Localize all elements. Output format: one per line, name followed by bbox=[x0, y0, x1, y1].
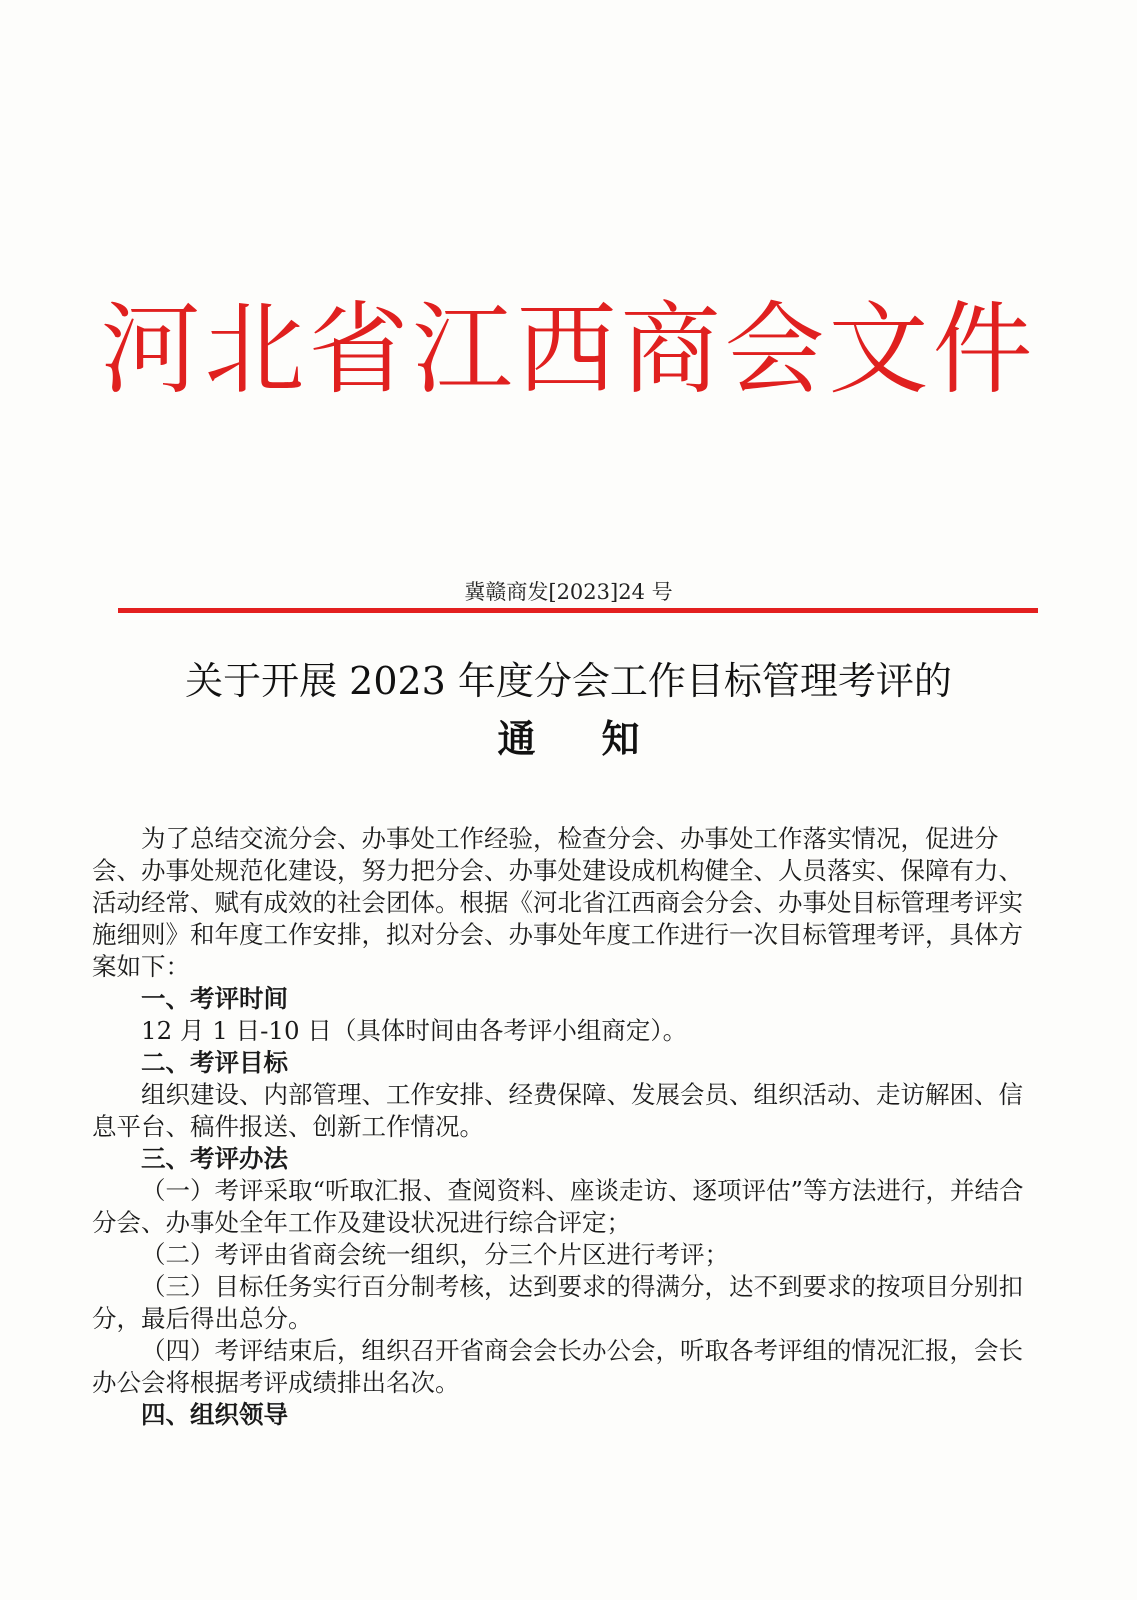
section-heading-leadership: 四、组织领导 bbox=[141, 1400, 288, 1429]
section-heading-time: 一、考评时间 bbox=[141, 984, 288, 1013]
notice-title: 关于开展 2023 年度分会工作目标管理考评的 bbox=[185, 659, 952, 703]
notice-subtitle: 通知 bbox=[497, 716, 706, 761]
document-body bbox=[92, 823, 1038, 1431]
method-item-2: （二）考评由省商会统一组织，分三个片区进行考评； bbox=[141, 1240, 729, 1269]
method-item-3: （三）目标任务实行百分制考核，达到要求的得满分，达不到要求的按项目分别扣分，最后得出总分。 bbox=[92, 1272, 1023, 1333]
intro-paragraph: 为了总结交流分会、办事处工作经验，检查分会、办事处工作落实情况，促进分会、办事处规范化建设，努力把分会、办事处建设成机构健全、人员落实、保障有力、活动经常、赋有成效的社会团体。根据《河北省江西商会分会、办事处目标管理考评实施细则》和年度工作安排，拟对分会、办事处年度工作进行一次目标管理考评，具体方案如下： bbox=[92, 824, 1023, 981]
section-text-time: 12 月 1 日-10 日（具体时间由各考评小组商定）。 bbox=[141, 1016, 688, 1045]
method-item-1: （一）考评采取“听取汇报、查阅资料、座谈走访、逐项评估”等方法进行，并结合分会、办事处全年工作及建设状况进行综合评定； bbox=[92, 1176, 1024, 1237]
section-text-goals: 组织建设、内部管理、工作安排、经费保障、发展会员、组织活动、走访解困、信息平台、稿件报送、创新工作情况。 bbox=[92, 1080, 1023, 1141]
section-heading-methods: 三、考评办法 bbox=[141, 1144, 288, 1173]
document-number: 冀赣商发[2023]24 号 bbox=[464, 580, 673, 604]
red-divider-line bbox=[118, 608, 1038, 613]
section-heading-goals: 二、考评目标 bbox=[141, 1048, 288, 1077]
masthead-title: 河北省江西商会文件 bbox=[100, 291, 1037, 408]
method-item-4: （四）考评结束后，组织召开省商会会长办公会，听取各考评组的情况汇报，会长办公会将根据考评成绩排出名次。 bbox=[92, 1336, 1023, 1397]
